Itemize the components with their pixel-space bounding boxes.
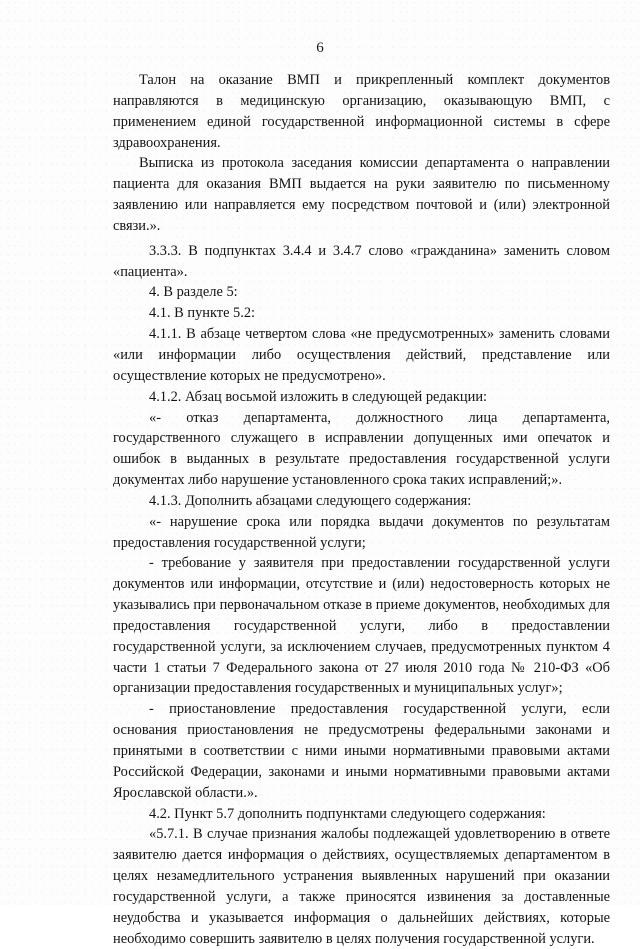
paragraph: «5.7.1. В случае признания жалобы подлежащей удовлетворению в ответе заявителю дается информация о действиях, осуществляемых департаментом в целях незамедлительного устранения выявленных нарушений при оказании государственной услуги, а также приносятся извинения за доставленные неудобства и указывается информация о дальнейших действиях, которые необходимо совершить заявителю в целях получения государственной услуги.: [113, 826, 610, 947]
paragraph: 4.2. Пункт 5.7 дополнить подпунктами следующего содержания:: [149, 805, 546, 822]
paragraph: 4.1. В пункте 5.2:: [149, 305, 256, 322]
paragraph: «- отказ департамента, должностного лица департамента, государственного служащего в исправлении допущенных ими опечаток и ошибок в выданных в результате предоставления государственной услуги документах либо нарушение установленного срока таких исправлений;».: [113, 409, 610, 489]
paragraph: 3.3.3. В подпунктах 3.4.4 и 3.4.7 слово «гражданина» заменить словом «пациента».: [113, 242, 610, 280]
paragraph: Талон на оказание ВМП и прикрепленный комплект документов направляются в медицинскую организацию, оказывающую ВМП, с применением единой государственной информационной системы в сфере здравоохранения.: [113, 72, 610, 151]
paragraph: 4.1.3. Дополнить абзацами следующего содержания:: [149, 492, 472, 509]
paragraph: 4. В разделе 5:: [149, 284, 238, 301]
paragraph: Выписка из протокола заседания комиссии департамента о направлении пациента для оказания ВМП выдается на руки заявителю по письменному заявлению или направляется ему посредством почтовой и (или) электронной связи.».: [113, 155, 610, 234]
page-number: 6: [316, 40, 324, 56]
paragraph: - требование у заявителя при предоставлении государственной услуги документов или информации, отсутствие и (или) недостоверность которых не указывались при первоначальном отказе в приеме документов, необходимых для предоставления государственной услуги, либо в предоставлении государственной услуги, за исключением случаев, предусмотренных пунктом 4 части 1 статьи 7 Федерального закона от 27 июля 2010 года № 210-ФЗ «Об организации предоставления государственных и муниципальных услуг»;: [113, 555, 610, 697]
paragraph: «- нарушение срока или порядка выдачи документов по результатам предоставления государственной услуги;: [113, 513, 610, 551]
paragraph: 4.1.2. Абзац восьмой изложить в следующей редакции:: [149, 388, 488, 405]
paragraph: - приостановление предоставления государственной услуги, если основания приостановления не предусмотрены федеральными законами и принятыми в соответствии с ними иными нормативными правовыми актами Российской Федерации, законами и иными нормативными правовыми актами Ярославской области.».: [113, 701, 610, 801]
document-body: [113, 70, 610, 949]
paragraph: 4.1.1. В абзаце четвертом слова «не предусмотренных» заменить словами «или информации либо осуществления действий, представление или осуществление которых не предусмотрено».: [113, 326, 610, 384]
